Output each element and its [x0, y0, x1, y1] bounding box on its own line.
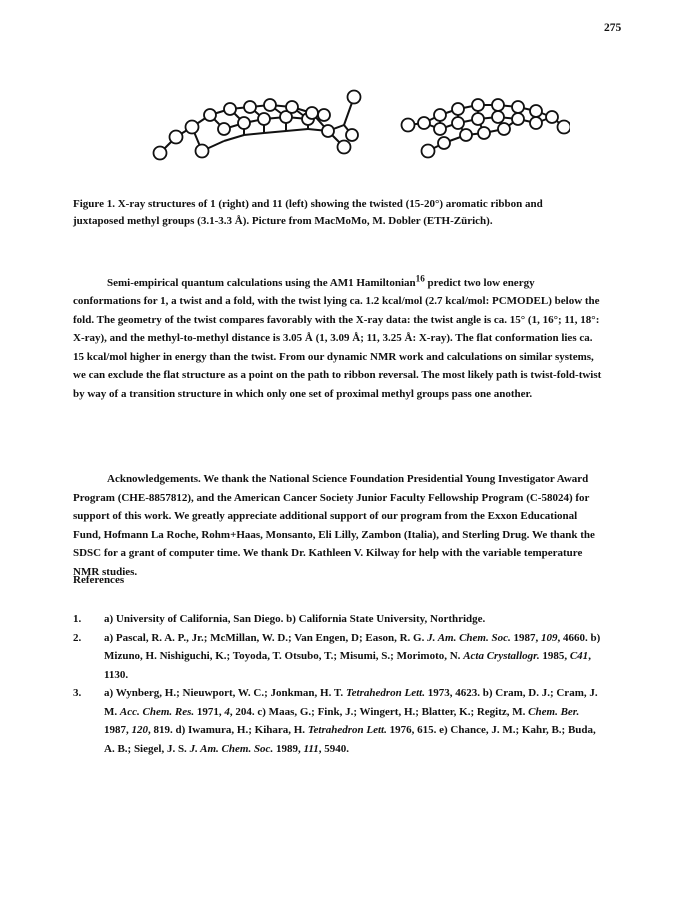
xray-structures-figure	[140, 85, 570, 165]
molecule-right	[402, 99, 571, 158]
text-run: , 204. c) Maas, G.; Fink, J.; Wingert, H.; Blatter, K.; Regitz, M.	[229, 705, 529, 718]
references-heading: References	[73, 574, 125, 586]
figure-caption	[73, 196, 593, 230]
acknowledgements-heading: Acknowledgements.	[107, 473, 201, 485]
reference-text	[104, 629, 603, 685]
italic-text: J. Am. Chem. Soc.	[427, 631, 511, 644]
text-run: 1987,	[104, 724, 132, 736]
italic-text: 4	[224, 705, 230, 718]
reference-item	[73, 629, 603, 685]
italic-text: Chem. Ber.	[528, 705, 580, 718]
italic-text: 111	[303, 742, 319, 755]
italic-text: Acta Crystallogr.	[463, 650, 540, 662]
acknowledgements-text: We thank the National Science Foundation Presidential Young Investigator Award Program (CHE-8857812), and the American Cancer Society Junior Faculty Fellowship Program (C-58024) for support of this work. We greatly appreciate additional support of our program from the Exxon Educational Fund, Hofmann La Roche, Rohm+Haas, Monsanto, Eli Lilly, Zambon (Italia), and Sterling Drug. We thank the SDSC for a grant of computer time. We thank Dr. Kathleen V. Kilway for help with the variable temperature NMR studies.	[73, 473, 595, 578]
caption-text: X-ray structures of 1 (right) and 11 (left) showing the twisted (15-20°) aromatic ribbon and juxtaposed methyl groups (3.1-3.3 Å). Picture from MacMoMo, M. Dobler (ETH-Zürich).	[73, 198, 543, 227]
text-run: a) University of California, San Diego. b) California State University, Northridge.	[104, 613, 486, 625]
text-run: 1976, 615. e) Chance, J. M.; Kahr, B.; Buda, A. B.; Siegel, J. S.	[104, 724, 596, 755]
paragraph-text	[73, 273, 602, 400]
reference-text	[104, 684, 603, 758]
reference-number: 3.	[73, 687, 82, 699]
text-run: , 4660. b) Mizuno, H. Nishiguchi, K.; Toyoda, T. Otsubo, T.; Misumi, S.; Morimoto, N.	[104, 631, 601, 662]
text-run: a) Pascal, R. A. P., Jr.; McMillan, W. D.; Van Engen, D; Eason, R. G.	[104, 631, 428, 644]
italic-text: Acc. Chem. Res.	[119, 705, 195, 718]
italic-text: C41	[569, 650, 589, 662]
page-number: 275	[604, 22, 622, 34]
text-run: 1973, 4623. b) Cram, D. J.; Cram, J. M.	[104, 687, 598, 718]
italic-text: J. Am. Chem. Soc.	[189, 742, 274, 755]
acknowledgements-paragraph	[73, 470, 603, 581]
molecule-left	[154, 91, 361, 160]
reference-item	[73, 610, 603, 629]
text-run: , 5940.	[318, 742, 349, 755]
text-run: predict two low energy conformations for 1, a twist and a fold, with the twist lying ca. 1.2 kcal/mol (2.7 kcal/mol: PCMODEL) below the fold. The geometry of the twist compares favorably with the X-ray data: the twist angle is ca. 15° (1, 16°; 11, 18°: X-ray), and the methyl-to-methyl distance is 3.05 Å (1, 3.09 Å; 11, 3.25 Å: X-ray). The flat conformation lies ca. 15 kcal/mol higher in energy than the twist. From our dynamic NMR work and calculations on similar systems, we can exclude the flat structure as a point on the path to ribbon reversal. The most likely path is twist-fold-twist by way of a transition structure in which only one set of proximal methyl groups pass one another.	[73, 276, 602, 400]
text-run: , 1130.	[104, 650, 591, 681]
footnote-ref: 16	[415, 273, 425, 283]
text-run: 1987,	[510, 631, 541, 644]
italic-text: Tetrahedron Lett.	[345, 687, 425, 699]
text-run: 1989,	[273, 742, 304, 755]
text-run: , 819. d) Iwamura, H.; Kihara, H.	[148, 724, 308, 736]
reference-text	[104, 610, 603, 629]
references-list	[73, 610, 603, 758]
reference-number: 2.	[73, 631, 82, 644]
body-paragraph	[73, 269, 603, 403]
text-run: 1985,	[539, 650, 570, 662]
reference-number: 1.	[73, 613, 82, 625]
text-run: Semi-empirical quantum calculations using the AM1 Hamiltonian	[107, 276, 416, 289]
caption-label: Figure 1.	[73, 198, 115, 210]
italic-text: 120	[131, 724, 148, 736]
text-run: 1971,	[194, 705, 225, 718]
reference-item	[73, 684, 603, 758]
text-run: a) Wynberg, H.; Nieuwport, W. C.; Jonkman, H. T.	[104, 687, 346, 699]
italic-text: Tetrahedron Lett.	[307, 724, 387, 736]
italic-text: 109	[541, 631, 558, 644]
